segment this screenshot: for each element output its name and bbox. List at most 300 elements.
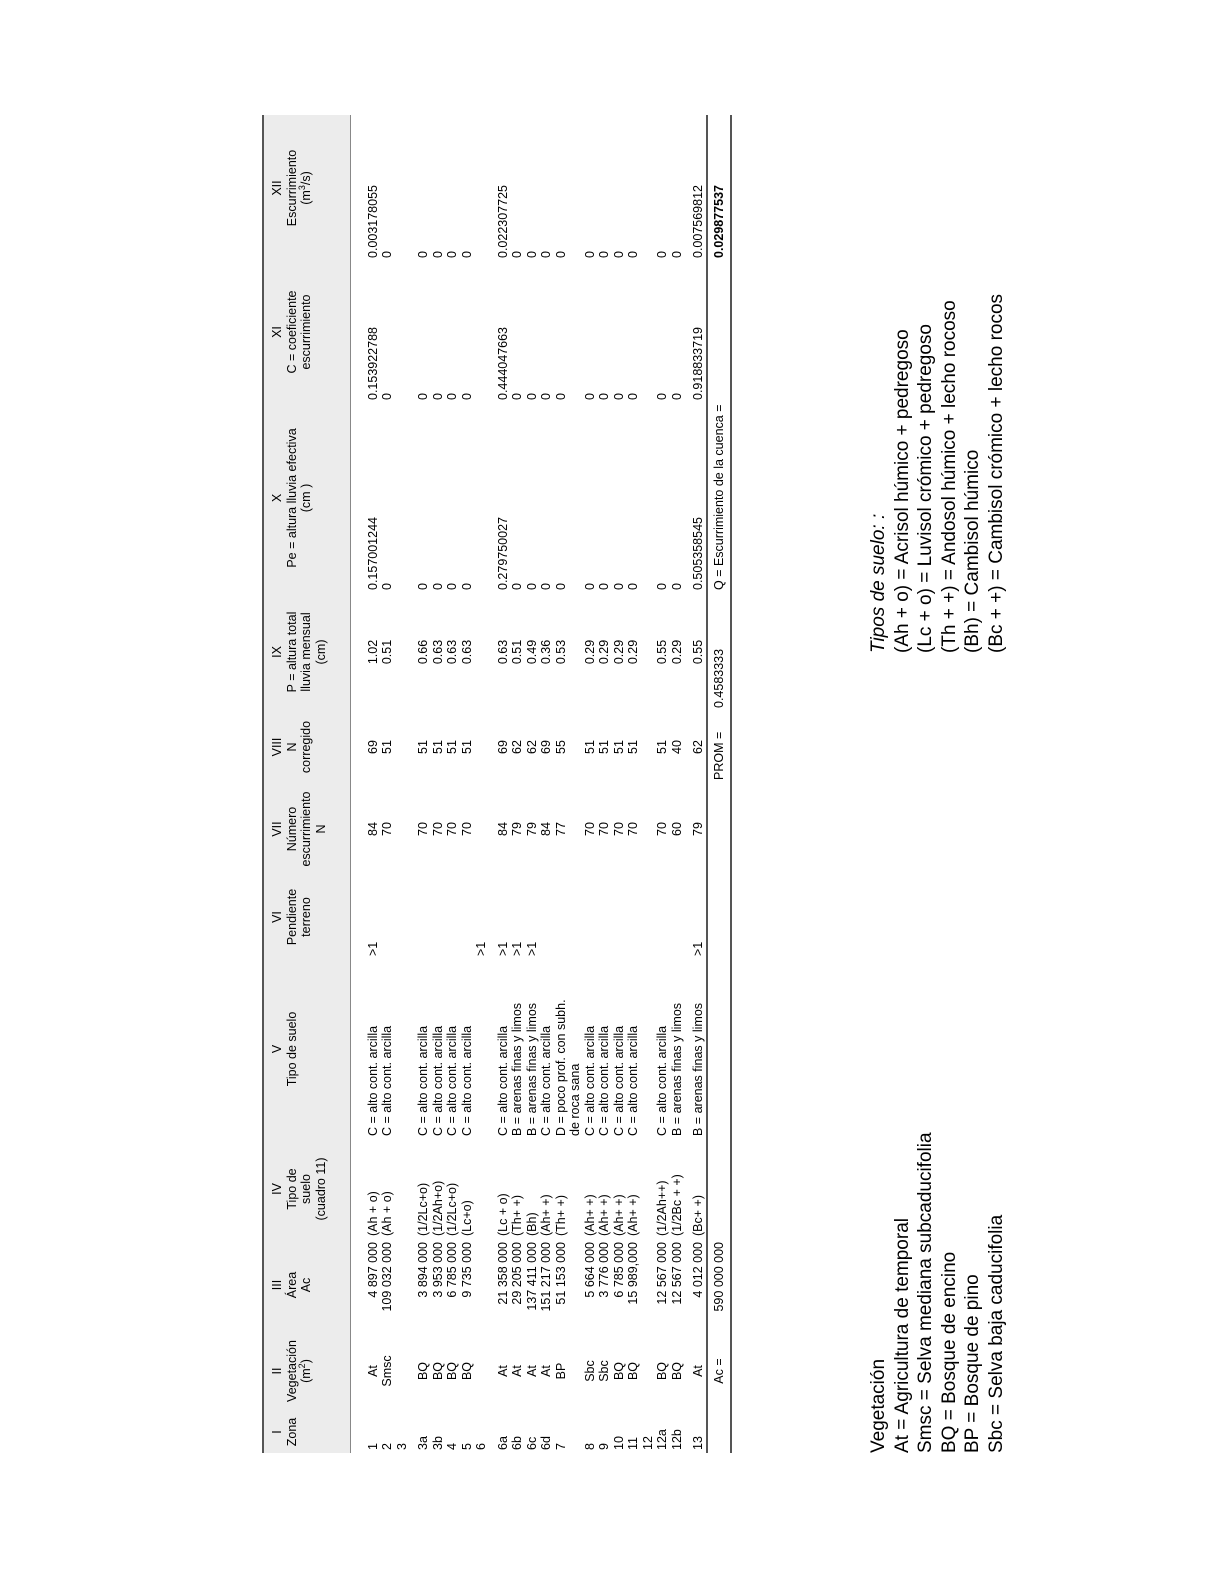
cell-area: 3 776 000 bbox=[597, 1242, 611, 1298]
cell-altura-lluvia: 0.29 bbox=[611, 639, 626, 665]
column-header-label2: terreno bbox=[299, 897, 313, 937]
cell-pendiente bbox=[380, 875, 395, 959]
cell-tipo-suelo-code: (1/2Bc + +) bbox=[669, 1174, 684, 1236]
cell-altura-lluvia: 0.63 bbox=[495, 639, 510, 665]
column-header-label2: Ac bbox=[299, 1277, 313, 1293]
cell-lluvia-efectiva: 0 bbox=[611, 583, 626, 590]
spacer-cell bbox=[351, 1139, 366, 1239]
cell-altura-lluvia: 0.49 bbox=[524, 639, 539, 665]
cell-lluvia-efectiva bbox=[395, 403, 410, 593]
summary-row bbox=[707, 115, 731, 1453]
cell-coeficiente: 0 bbox=[380, 393, 394, 400]
column-header-label3: N bbox=[313, 824, 328, 834]
cell-pendiente: >1 bbox=[365, 941, 380, 956]
cell-numero-escurrimiento bbox=[474, 783, 489, 875]
table-row bbox=[554, 115, 583, 1453]
cell-coeficiente: 0 bbox=[655, 393, 669, 400]
cell-tipo-suelo-code: (Th+ +) bbox=[510, 1195, 524, 1236]
column-header-unit bbox=[296, 117, 314, 259]
cell-vegetacion: At bbox=[495, 1365, 510, 1377]
cell-area: 3 894 000 bbox=[416, 1242, 430, 1298]
table-row bbox=[474, 115, 489, 1453]
cell-lluvia-efectiva: 0 bbox=[416, 583, 430, 590]
spacer-cell bbox=[409, 1139, 416, 1239]
cell-area bbox=[641, 1239, 656, 1331]
spacer-cell bbox=[409, 403, 416, 593]
cell-escurrimiento: 0.003178055 bbox=[365, 185, 380, 258]
cell-coeficiente: 0 bbox=[459, 393, 474, 400]
cell-lluvia-efectiva: 0 bbox=[459, 583, 474, 590]
cell-numero-escurrimiento: 70 bbox=[582, 822, 597, 836]
spacer-cell bbox=[409, 261, 416, 403]
cell-pendiente: >1 bbox=[524, 941, 539, 956]
cell-coeficiente: 0 bbox=[539, 393, 553, 400]
summary-spacer bbox=[707, 1411, 731, 1453]
cell-coeficiente: 0 bbox=[510, 393, 524, 400]
spacer-row bbox=[351, 115, 366, 1453]
cell-tipo-suelo: B = arenas finas y limos bbox=[524, 1002, 539, 1136]
cell-coeficiente bbox=[395, 261, 410, 403]
cell-vegetacion: At bbox=[365, 1365, 380, 1377]
cell-tipo-suelo bbox=[395, 959, 410, 1139]
vegetation-legend-item: At = Agricultura de temporal bbox=[891, 1218, 913, 1453]
cell-area: 9 735 000 bbox=[459, 1242, 474, 1298]
table-row bbox=[626, 115, 641, 1453]
cell-coeficiente: 0 bbox=[626, 393, 640, 400]
cell-zona: 8 bbox=[582, 1443, 597, 1450]
spacer-cell bbox=[489, 115, 496, 261]
spacer-row bbox=[684, 115, 691, 1453]
table-row bbox=[539, 115, 554, 1453]
cell-numero-escurrimiento: 60 bbox=[669, 822, 684, 836]
cell-tipo-suelo: C = alto cont. arcilla bbox=[430, 1025, 445, 1136]
cell-zona: 3b bbox=[430, 1436, 445, 1450]
cell-altura-lluvia: 0.66 bbox=[416, 639, 430, 665]
cell-pendiente bbox=[670, 875, 685, 959]
column-header-num: XI bbox=[270, 326, 284, 338]
column-header-label2: escurrimiento bbox=[299, 791, 313, 867]
vegetation-legend-item: BP = Bosque de pino bbox=[962, 1274, 983, 1453]
cell-numero-escurrimiento: 70 bbox=[416, 822, 430, 836]
cell-vegetacion bbox=[641, 1331, 656, 1411]
spacer-cell bbox=[409, 875, 416, 959]
cell-vegetacion bbox=[474, 1331, 489, 1411]
cell-coeficiente: 0 bbox=[416, 393, 430, 400]
cell-escurrimiento: 0 bbox=[597, 251, 611, 258]
cell-vegetacion: At bbox=[524, 1365, 539, 1377]
spacer-cell bbox=[409, 959, 416, 1139]
prom-value: 0.4583333 bbox=[707, 593, 731, 711]
cell-n-corregido bbox=[474, 711, 489, 783]
soil-legend-item: (Ah + o) = Acrisol húmico + pedregoso bbox=[891, 329, 913, 653]
column-header-label: Zona bbox=[284, 1417, 299, 1447]
cell-vegetacion: BP bbox=[553, 1362, 568, 1380]
column-header-label: C = coeficiente bbox=[284, 290, 299, 374]
cell-lluvia-efectiva: 0.505358545 bbox=[691, 517, 705, 590]
summary-spacer bbox=[707, 783, 731, 1239]
cell-zona: 6d bbox=[539, 1436, 553, 1450]
cell-zona: 9 bbox=[597, 1443, 611, 1450]
cell-lluvia-efectiva: 0 bbox=[380, 583, 394, 590]
cell-zona: 2 bbox=[380, 1443, 394, 1450]
cell-escurrimiento: 0 bbox=[539, 251, 553, 258]
vegetation-legend-item: Smsc = Selva mediana subcaducifolia bbox=[915, 1132, 936, 1453]
cell-escurrimiento bbox=[641, 115, 656, 261]
cell-escurrimiento: 0 bbox=[430, 251, 445, 258]
cell-escurrimiento: 0.007569812 bbox=[691, 185, 705, 258]
cell-vegetacion bbox=[395, 1331, 410, 1411]
column-header bbox=[263, 403, 351, 593]
cell-pendiente bbox=[597, 875, 612, 959]
ac-label: Ac = bbox=[707, 1331, 731, 1411]
column-header-num: I bbox=[270, 1430, 284, 1434]
cell-tipo-suelo: C = alto cont. arcilla bbox=[495, 1025, 510, 1136]
cell-pendiente: >1 bbox=[510, 941, 524, 956]
cell-tipo-suelo-code: (1/2Lc+o) bbox=[445, 1182, 459, 1236]
cell-pendiente bbox=[655, 875, 670, 959]
cell-zona: 6b bbox=[510, 1436, 524, 1450]
column-header-label2: lluvia mensual bbox=[299, 612, 313, 692]
vegetation-legend-item: Sbc = Selva baja caducifolia bbox=[985, 1214, 1007, 1453]
cell-n-corregido: 51 bbox=[597, 740, 611, 754]
spacer-cell bbox=[351, 1331, 366, 1411]
cell-vegetacion: BQ bbox=[669, 1361, 684, 1381]
cell-numero-escurrimiento: 70 bbox=[655, 822, 669, 836]
cell-coeficiente: 0 bbox=[445, 393, 459, 400]
cell-area: 51 153 000 bbox=[553, 1242, 568, 1305]
cell-escurrimiento: 0 bbox=[553, 251, 568, 258]
cell-coeficiente: 0.153922788 bbox=[365, 327, 380, 400]
cell-numero-escurrimiento: 79 bbox=[691, 822, 705, 836]
cell-vegetacion: Sbc bbox=[597, 1360, 611, 1382]
cell-tipo-suelo: C = alto cont. arcilla bbox=[416, 1025, 430, 1136]
cell-tipo-suelo: C = alto cont. arcilla bbox=[539, 1025, 553, 1136]
cell-n-corregido: 62 bbox=[691, 740, 705, 754]
cell-zona: 1 bbox=[365, 1443, 380, 1450]
cell-tipo-suelo-code bbox=[395, 1139, 410, 1239]
cell-tipo-suelo: C = alto cont. arcilla bbox=[459, 1025, 474, 1136]
column-header-num: II bbox=[270, 1367, 284, 1375]
table-row bbox=[510, 115, 525, 1453]
cell-n-corregido bbox=[395, 711, 410, 783]
cell-lluvia-efectiva: 0 bbox=[626, 583, 640, 590]
column-header-label: P = altura total bbox=[284, 611, 299, 693]
column-header-label: Escurrimiento bbox=[284, 149, 299, 227]
spacer-row bbox=[409, 115, 416, 1453]
column-header-label: Tipo de bbox=[284, 1168, 299, 1210]
column-header-num: IX bbox=[270, 646, 284, 658]
cell-n-corregido: 51 bbox=[459, 740, 474, 754]
column-header-label2: suelo bbox=[299, 1174, 313, 1204]
table-row bbox=[670, 115, 685, 1453]
spacer-cell bbox=[351, 1239, 366, 1331]
cell-zona: 3a bbox=[416, 1436, 430, 1450]
cell-numero-escurrimiento: 79 bbox=[524, 822, 539, 836]
cell-numero-escurrimiento: 70 bbox=[380, 822, 394, 836]
spacer-cell bbox=[351, 115, 366, 261]
cell-coeficiente: 0 bbox=[553, 393, 568, 400]
column-header-label: Área bbox=[284, 1271, 299, 1299]
cell-vegetacion: BQ bbox=[459, 1361, 474, 1381]
cell-area: 12 567 000 bbox=[655, 1242, 669, 1305]
cell-vegetacion: At bbox=[691, 1365, 705, 1377]
cell-tipo-suelo: C = alto cont. arcilla bbox=[380, 1025, 394, 1136]
spacer-cell bbox=[351, 783, 366, 875]
cell-n-corregido: 62 bbox=[510, 740, 524, 754]
cell-zona: 7 bbox=[553, 1443, 568, 1450]
column-header-num: V bbox=[270, 1044, 284, 1054]
unit-superscript: 3 bbox=[296, 185, 307, 191]
column-header-label: Pe = altura lluvia efectiva bbox=[284, 428, 299, 568]
spacer-cell bbox=[409, 711, 416, 783]
cell-altura-lluvia: 0.63 bbox=[430, 639, 445, 665]
cell-tipo-suelo: C = alto cont. arcilla bbox=[655, 1025, 669, 1136]
cell-altura-lluvia bbox=[474, 593, 489, 711]
cell-vegetacion: BQ bbox=[655, 1361, 669, 1381]
cell-zona: 4 bbox=[445, 1443, 459, 1450]
spacer-cell bbox=[684, 115, 691, 261]
cell-zona: 12b bbox=[669, 1429, 684, 1450]
cell-tipo-suelo-code: (Lc+o) bbox=[459, 1200, 474, 1236]
cell-numero-escurrimiento: 84 bbox=[539, 822, 553, 836]
cell-tipo-suelo: C = alto cont. arcilla bbox=[597, 1025, 611, 1136]
spacer-cell bbox=[409, 115, 416, 261]
cell-tipo-suelo bbox=[641, 959, 656, 1139]
table-row bbox=[525, 115, 540, 1453]
column-header bbox=[263, 711, 351, 783]
cell-altura-lluvia: 0.55 bbox=[655, 639, 669, 665]
cell-tipo-suelo-code: (Ah + o) bbox=[380, 1191, 394, 1236]
cell-numero-escurrimiento: 70 bbox=[597, 822, 611, 836]
cell-n-corregido: 51 bbox=[445, 740, 459, 754]
vegetation-legend bbox=[867, 1132, 1008, 1453]
column-header-label3: (cm) bbox=[313, 639, 328, 665]
cell-vegetacion: Sbc bbox=[582, 1360, 597, 1382]
cell-tipo-suelo: B = arenas finas y limos bbox=[691, 1002, 705, 1136]
cell-n-corregido: 51 bbox=[380, 740, 394, 754]
spacer-cell bbox=[409, 783, 416, 875]
cell-escurrimiento: 0 bbox=[380, 251, 394, 258]
cell-pendiente bbox=[431, 875, 446, 959]
cell-pendiente bbox=[539, 875, 554, 959]
cell-numero-escurrimiento: 77 bbox=[553, 822, 568, 836]
cell-escurrimiento: 0 bbox=[582, 251, 597, 258]
cell-numero-escurrimiento: 70 bbox=[459, 822, 474, 836]
cell-area bbox=[395, 1239, 410, 1331]
cell-escurrimiento bbox=[395, 115, 410, 261]
cell-area: 6 785 000 bbox=[445, 1242, 459, 1298]
cell-pendiente bbox=[445, 875, 460, 959]
cell-pendiente bbox=[612, 875, 627, 959]
cell-altura-lluvia: 0.36 bbox=[539, 639, 553, 665]
cell-pendiente bbox=[641, 875, 656, 959]
cell-zona: 6c bbox=[524, 1436, 539, 1450]
cell-coeficiente bbox=[474, 261, 489, 403]
cell-pendiente bbox=[626, 875, 641, 959]
cell-coeficiente: 0 bbox=[611, 393, 626, 400]
table-row bbox=[655, 115, 670, 1453]
table-row bbox=[612, 115, 627, 1453]
spacer-cell bbox=[489, 261, 496, 403]
cell-n-corregido: 51 bbox=[416, 740, 430, 754]
cell-altura-lluvia: 1.02 bbox=[365, 639, 380, 665]
cell-tipo-suelo: C = alto cont. arcilla bbox=[582, 1025, 597, 1136]
cell-coeficiente: 0 bbox=[582, 393, 597, 400]
table-header bbox=[263, 115, 351, 1453]
spacer-cell bbox=[489, 875, 496, 959]
cell-coeficiente: 0.918833719 bbox=[691, 327, 705, 400]
cell-pendiente bbox=[554, 875, 583, 959]
cell-area: 137 411 000 bbox=[524, 1242, 539, 1311]
table-row bbox=[416, 115, 431, 1453]
table-row bbox=[691, 115, 707, 1453]
table-row bbox=[366, 115, 381, 1453]
cell-pendiente bbox=[395, 875, 410, 959]
spacer-cell bbox=[489, 593, 496, 711]
cell-numero-escurrimiento: 70 bbox=[445, 822, 459, 836]
spacer-cell bbox=[489, 783, 496, 875]
cell-n-corregido: 55 bbox=[553, 740, 568, 754]
cell-lluvia-efectiva: 0 bbox=[510, 583, 524, 590]
cell-altura-lluvia: 0.29 bbox=[669, 639, 684, 665]
cell-area: 6 785 000 bbox=[611, 1242, 626, 1298]
cell-pendiente: >1 bbox=[495, 941, 510, 956]
spacer-cell bbox=[489, 711, 496, 783]
table-row bbox=[431, 115, 446, 1453]
cell-altura-lluvia: 0.51 bbox=[510, 639, 524, 665]
cell-altura-lluvia bbox=[641, 593, 656, 711]
cell-lluvia-efectiva: 0.279750027 bbox=[495, 517, 510, 590]
cell-altura-lluvia: 0.29 bbox=[582, 639, 597, 665]
cell-altura-lluvia: 0.63 bbox=[445, 639, 459, 665]
cell-tipo-suelo-code: (1/2Lc+o) bbox=[416, 1182, 430, 1236]
soil-legend-item: (Th + +) = Andosol húmico + lecho rocoso bbox=[938, 300, 960, 653]
cell-altura-lluvia bbox=[395, 593, 410, 711]
cell-tipo-suelo-code: (Bc+ +) bbox=[691, 1195, 705, 1236]
cell-zona: 3 bbox=[394, 1443, 409, 1450]
cell-altura-lluvia: 0.55 bbox=[691, 639, 705, 665]
cell-n-corregido: 51 bbox=[655, 740, 669, 754]
cell-numero-escurrimiento: 70 bbox=[626, 822, 640, 836]
spacer-cell bbox=[409, 1411, 416, 1453]
table-body bbox=[351, 115, 731, 1453]
spacer-cell bbox=[684, 1239, 691, 1331]
cell-escurrimiento: 0.022307725 bbox=[495, 185, 510, 258]
cell-numero-escurrimiento: 84 bbox=[365, 822, 380, 836]
spacer-cell bbox=[489, 1239, 496, 1331]
cell-coeficiente: 0 bbox=[669, 393, 684, 400]
column-header-num: VI bbox=[270, 911, 284, 923]
cell-zona: 11 bbox=[626, 1437, 640, 1450]
spacer-cell bbox=[489, 959, 496, 1139]
cell-n-corregido: 51 bbox=[626, 740, 640, 754]
spacer-cell bbox=[684, 959, 691, 1139]
spacer-cell bbox=[489, 1331, 496, 1411]
cell-altura-lluvia: 0.29 bbox=[597, 639, 611, 665]
cell-n-corregido: 69 bbox=[539, 740, 553, 754]
cell-lluvia-efectiva: 0 bbox=[553, 583, 568, 590]
cell-area bbox=[474, 1239, 489, 1331]
cell-n-corregido: 62 bbox=[524, 740, 539, 754]
column-header bbox=[263, 593, 351, 711]
column-header bbox=[263, 1411, 351, 1453]
cell-coeficiente: 0.444047663 bbox=[495, 327, 510, 400]
column-header-label2: escurrimiento bbox=[299, 294, 313, 370]
cell-zona: 12 bbox=[640, 1436, 655, 1450]
column-header bbox=[263, 1331, 351, 1411]
cell-n-corregido: 69 bbox=[365, 740, 380, 754]
cell-coeficiente bbox=[641, 261, 656, 403]
cell-area: 29 205 000 bbox=[510, 1242, 524, 1305]
cell-vegetacion: BQ bbox=[626, 1361, 640, 1381]
cell-vegetacion: Smsc bbox=[380, 1355, 394, 1387]
cell-escurrimiento: 0 bbox=[510, 251, 524, 258]
tipo-suelo-line: de roca sana bbox=[568, 1063, 582, 1136]
cell-numero-escurrimiento: 70 bbox=[611, 822, 626, 836]
cell-zona: 6 bbox=[474, 1443, 488, 1450]
column-header-num: IV bbox=[270, 1183, 284, 1195]
column-header bbox=[263, 959, 351, 1139]
cell-tipo-suelo-code: (Ah+ +) bbox=[582, 1194, 597, 1236]
spacer-cell bbox=[684, 1411, 691, 1453]
column-header-num: VII bbox=[270, 821, 284, 837]
cell-numero-escurrimiento: 79 bbox=[510, 822, 524, 836]
spacer-cell bbox=[409, 1239, 416, 1331]
unit-text: (m bbox=[299, 1368, 313, 1383]
cell-pendiente bbox=[583, 875, 598, 959]
cell-lluvia-efectiva: 0 bbox=[539, 583, 553, 590]
cell-tipo-suelo-code: (Ah + o) bbox=[365, 1191, 380, 1236]
column-header bbox=[263, 1239, 351, 1331]
cell-tipo-suelo: B = arenas finas y limos bbox=[510, 1002, 524, 1136]
spacer-cell bbox=[351, 403, 366, 593]
cell-tipo-suelo bbox=[474, 959, 489, 1139]
spacer-cell bbox=[351, 261, 366, 403]
spacer-cell bbox=[684, 403, 691, 593]
q-label: Q = Escurrimiento de la cuenca = bbox=[707, 261, 731, 593]
cell-escurrimiento: 0 bbox=[459, 251, 474, 258]
cell-vegetacion: BQ bbox=[416, 1361, 430, 1381]
cell-escurrimiento: 0 bbox=[626, 251, 640, 258]
cell-escurrimiento: 0 bbox=[416, 251, 430, 258]
soil-legend bbox=[867, 294, 1008, 653]
cell-zona: 10 bbox=[611, 1436, 626, 1450]
column-header-label: N bbox=[284, 742, 299, 752]
cell-coeficiente: 0 bbox=[524, 393, 539, 400]
cell-vegetacion: BQ bbox=[611, 1361, 626, 1381]
cell-tipo-suelo-code: (Lc + o) bbox=[495, 1193, 510, 1236]
cell-n-corregido: 51 bbox=[611, 740, 626, 754]
cell-escurrimiento: 0 bbox=[445, 251, 459, 258]
cell-pendiente: >1 bbox=[691, 941, 705, 956]
spacer-cell bbox=[684, 1331, 691, 1411]
cell-pendiente bbox=[416, 875, 431, 959]
cell-area: 4 012 000 bbox=[691, 1242, 705, 1298]
table-row bbox=[597, 115, 612, 1453]
cell-area: 15 989,000 bbox=[626, 1242, 640, 1305]
column-header-num: X bbox=[270, 493, 284, 503]
cell-zona: 13 bbox=[691, 1436, 705, 1450]
cell-area: 21 358 000 bbox=[495, 1242, 510, 1305]
spacer-cell bbox=[684, 593, 691, 711]
cell-lluvia-efectiva: 0 bbox=[582, 583, 597, 590]
spacer-cell bbox=[351, 875, 366, 959]
cell-pendiente bbox=[460, 875, 475, 959]
cell-tipo-suelo: B = arenas finas y limos bbox=[669, 1002, 684, 1136]
cell-zona: 6a bbox=[495, 1436, 510, 1450]
column-header-num: III bbox=[270, 1279, 284, 1291]
table-row bbox=[445, 115, 460, 1453]
